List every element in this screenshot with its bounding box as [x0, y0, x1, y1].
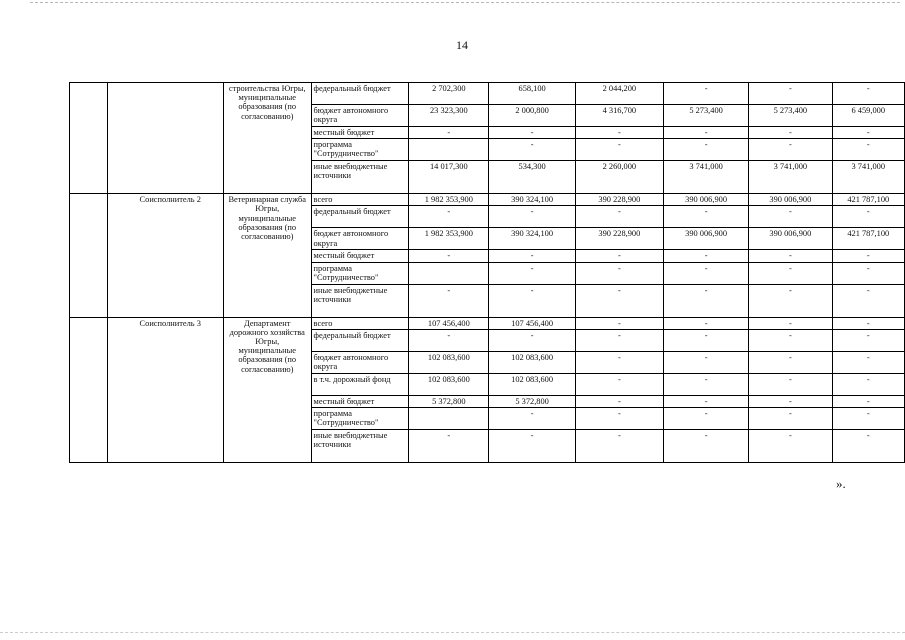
table-body [70, 83, 905, 463]
amount-cell: - [409, 250, 489, 262]
amount-cell: - [575, 127, 663, 139]
amount-cell: - [749, 83, 832, 105]
amount-cell: - [832, 139, 905, 161]
amount-cell: - [832, 317, 905, 329]
amount-cell: - [575, 430, 663, 463]
amount-cell: 5 273,400 [663, 105, 748, 127]
amount-cell: 102 083,600 [409, 351, 489, 373]
organization-cell: строительства Югры, муниципальные образования (по согласованию) [223, 83, 311, 194]
amount-cell: 5 372,800 [489, 395, 575, 407]
funding-source-cell: местный бюджет [311, 395, 409, 407]
amount-cell: 102 083,600 [409, 373, 489, 395]
funding-source-cell: федеральный бюджет [311, 206, 409, 228]
amount-cell: - [832, 373, 905, 395]
amount-cell: - [489, 250, 575, 262]
amount-cell: 3 741,000 [663, 161, 748, 194]
scan-top-edge [30, 2, 900, 3]
amount-cell: 2 044,200 [575, 83, 663, 105]
amount-cell: - [663, 329, 748, 351]
executor-cell: Соисполнитель 2 [107, 194, 223, 317]
funding-source-cell: программа "Сотрудничество" [311, 262, 409, 284]
amount-cell: - [575, 317, 663, 329]
amount-cell: - [749, 408, 832, 430]
amount-cell: 5 372,800 [409, 395, 489, 407]
amount-cell: 107 456,400 [409, 317, 489, 329]
amount-cell: - [489, 139, 575, 161]
amount-cell: 390 228,900 [575, 194, 663, 206]
amount-cell: 23 323,300 [409, 105, 489, 127]
funding-source-cell: иные внебюджетные источники [311, 161, 409, 194]
amount-cell: - [663, 262, 748, 284]
amount-cell: - [409, 127, 489, 139]
amount-cell: 421 787,100 [832, 194, 905, 206]
amount-cell: - [749, 262, 832, 284]
amount-cell: - [749, 284, 832, 317]
amount-cell: - [832, 206, 905, 228]
funding-source-cell: иные внебюджетные источники [311, 430, 409, 463]
amount-cell: 14 017,300 [409, 161, 489, 194]
funding-source-cell: бюджет автономного округа [311, 105, 409, 127]
amount-cell: - [575, 329, 663, 351]
amount-cell: 6 459,000 [832, 105, 905, 127]
amount-cell: - [489, 127, 575, 139]
amount-cell: 390 006,900 [749, 228, 832, 250]
amount-cell: - [663, 351, 748, 373]
amount-cell [409, 139, 489, 161]
closing-quote: ». [836, 476, 846, 491]
amount-cell: - [749, 430, 832, 463]
amount-cell: - [832, 351, 905, 373]
amount-cell: - [489, 329, 575, 351]
amount-cell: 390 006,900 [749, 194, 832, 206]
amount-cell: 658,100 [489, 83, 575, 105]
amount-cell: - [749, 395, 832, 407]
amount-cell: - [663, 430, 748, 463]
row-number-cell [70, 317, 108, 462]
amount-cell: 1 982 353,900 [409, 228, 489, 250]
amount-cell: - [749, 127, 832, 139]
amount-cell: - [663, 83, 748, 105]
table-row [70, 83, 905, 105]
amount-cell: - [749, 250, 832, 262]
funding-source-cell: программа "Сотрудничество" [311, 408, 409, 430]
scan-bottom-edge [0, 632, 905, 633]
amount-cell: 102 083,600 [489, 373, 575, 395]
amount-cell: - [489, 430, 575, 463]
amount-cell: - [409, 206, 489, 228]
funding-source-cell: всего [311, 317, 409, 329]
amount-cell: - [575, 250, 663, 262]
page-number: 14 [456, 38, 468, 52]
amount-cell: - [663, 250, 748, 262]
amount-cell: - [575, 395, 663, 407]
amount-cell: 390 006,900 [663, 194, 748, 206]
amount-cell: 2 702,300 [409, 83, 489, 105]
amount-cell: - [663, 284, 748, 317]
amount-cell: - [489, 284, 575, 317]
amount-cell: - [575, 262, 663, 284]
amount-cell: 390 228,900 [575, 228, 663, 250]
amount-cell: 3 741,000 [749, 161, 832, 194]
budget-table [69, 82, 905, 463]
amount-cell: - [663, 373, 748, 395]
amount-cell: 4 316,700 [575, 105, 663, 127]
row-number-cell [70, 194, 108, 317]
amount-cell: - [663, 408, 748, 430]
amount-cell: 1 982 353,900 [409, 194, 489, 206]
amount-cell: - [832, 127, 905, 139]
funding-source-cell: всего [311, 194, 409, 206]
amount-cell: - [749, 351, 832, 373]
amount-cell: - [489, 408, 575, 430]
amount-cell: - [663, 395, 748, 407]
amount-cell: - [575, 373, 663, 395]
amount-cell [409, 262, 489, 284]
amount-cell: - [663, 317, 748, 329]
funding-source-cell: федеральный бюджет [311, 83, 409, 105]
amount-cell: - [832, 262, 905, 284]
amount-cell: - [832, 284, 905, 317]
row-number-cell [70, 83, 108, 194]
amount-cell: - [575, 408, 663, 430]
amount-cell: 390 006,900 [663, 228, 748, 250]
amount-cell: 534,300 [489, 161, 575, 194]
amount-cell: 3 741,000 [832, 161, 905, 194]
funding-source-cell: программа "Сотрудничество" [311, 139, 409, 161]
table-row [70, 194, 905, 206]
amount-cell: - [409, 284, 489, 317]
amount-cell: - [489, 206, 575, 228]
table-row [70, 317, 905, 329]
amount-cell: - [832, 430, 905, 463]
executor-cell [107, 83, 223, 194]
amount-cell: - [832, 395, 905, 407]
funding-source-cell: местный бюджет [311, 127, 409, 139]
funding-source-cell: бюджет автономного округа [311, 351, 409, 373]
funding-source-cell: местный бюджет [311, 250, 409, 262]
amount-cell: - [575, 284, 663, 317]
amount-cell: - [409, 329, 489, 351]
amount-cell: - [749, 329, 832, 351]
amount-cell: - [832, 250, 905, 262]
amount-cell: - [489, 262, 575, 284]
funding-source-cell: федеральный бюджет [311, 329, 409, 351]
amount-cell: - [575, 351, 663, 373]
organization-cell: Ветеринарная служба Югры, муниципальные образования (по согласованию) [223, 194, 311, 317]
amount-cell: 2 260,000 [575, 161, 663, 194]
funding-source-cell: иные внебюджетные источники [311, 284, 409, 317]
amount-cell: - [575, 206, 663, 228]
amount-cell: - [663, 139, 748, 161]
funding-source-cell: в т.ч. дорожный фонд [311, 373, 409, 395]
amount-cell: 421 787,100 [832, 228, 905, 250]
amount-cell: 102 083,600 [489, 351, 575, 373]
amount-cell: - [409, 430, 489, 463]
executor-cell: Соисполнитель 3 [107, 317, 223, 462]
amount-cell: 107 456,400 [489, 317, 575, 329]
amount-cell: - [749, 373, 832, 395]
organization-cell: Департамент дорожного хозяйства Югры, муниципальные образования (по согласованию) [223, 317, 311, 462]
amount-cell [409, 408, 489, 430]
amount-cell: - [832, 329, 905, 351]
amount-cell: 2 000,800 [489, 105, 575, 127]
amount-cell: - [575, 139, 663, 161]
amount-cell: 390 324,100 [489, 228, 575, 250]
amount-cell: - [749, 206, 832, 228]
amount-cell: - [663, 127, 748, 139]
amount-cell: 5 273,400 [749, 105, 832, 127]
amount-cell: 390 324,100 [489, 194, 575, 206]
amount-cell: - [749, 139, 832, 161]
amount-cell: - [663, 206, 748, 228]
funding-source-cell: бюджет автономного округа [311, 228, 409, 250]
amount-cell: - [832, 83, 905, 105]
amount-cell: - [832, 408, 905, 430]
amount-cell: - [749, 317, 832, 329]
